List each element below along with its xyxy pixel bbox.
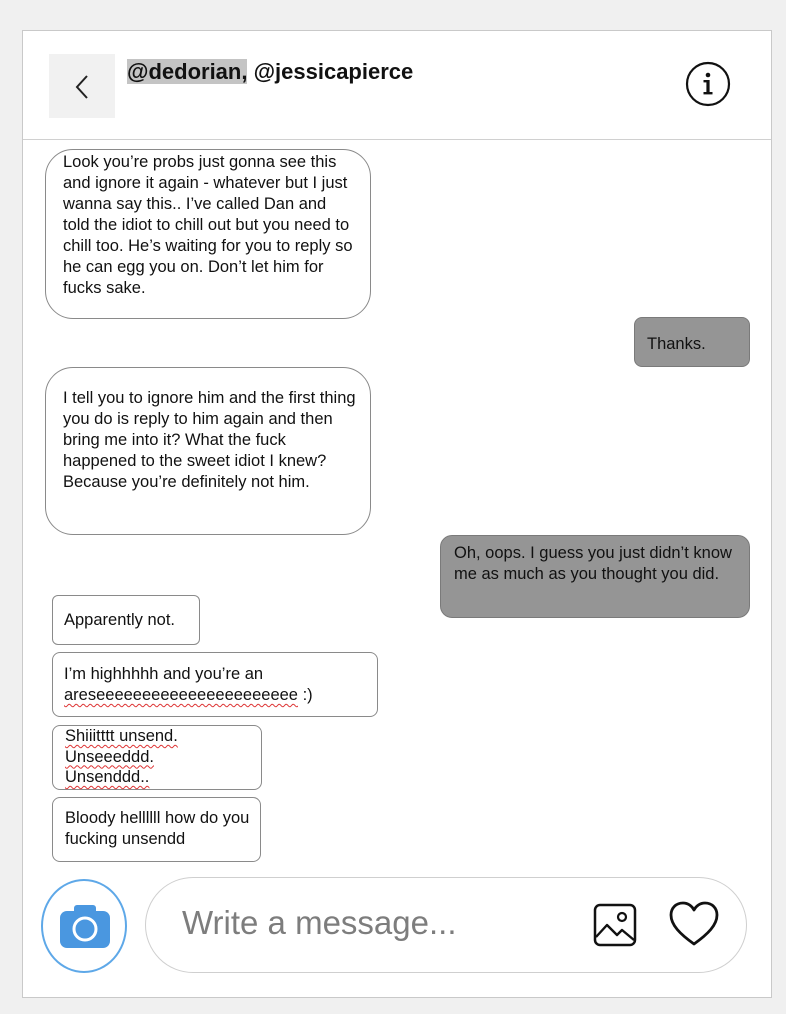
- message-text: Thanks.: [647, 335, 706, 353]
- message-text: I tell you to ignore him and the first thing you do is reply to him again and then bring me into it? What the fuck happened to the sweet idiot I knew? Because you’re definitely not him.: [63, 389, 356, 491]
- heart-icon: [668, 900, 720, 950]
- back-chevron-icon: [49, 54, 115, 118]
- dm-window: [22, 30, 772, 998]
- message-text: :): [297, 686, 313, 704]
- message-bubble-outgoing[interactable]: [634, 317, 750, 367]
- message-text-misspelled: areseeeeeeeeeeeeeeeeeeeeee: [64, 686, 298, 704]
- gallery-button[interactable]: [592, 902, 638, 948]
- message-text: Bloody hellllll how do you fucking unsendd: [65, 809, 250, 848]
- message-bubble-incoming[interactable]: [52, 725, 262, 790]
- message-bubble-incoming[interactable]: [52, 595, 200, 645]
- message-bubble-incoming[interactable]: [45, 367, 371, 535]
- message-bubble-incoming[interactable]: [45, 149, 371, 319]
- conversation-header: [23, 31, 771, 140]
- heart-button[interactable]: [668, 900, 720, 950]
- participant-dedorian[interactable]: @dedorian,: [127, 59, 248, 84]
- back-button[interactable]: [49, 54, 115, 118]
- message-bubble-outgoing[interactable]: [440, 535, 750, 618]
- message-text-misspelled: Shiiitttt unsend.: [65, 727, 178, 745]
- message-input-placeholder[interactable]: Write a message...: [182, 904, 457, 941]
- camera-button[interactable]: [41, 879, 127, 973]
- info-button[interactable]: [685, 61, 731, 107]
- info-icon: [685, 61, 731, 107]
- message-bubble-incoming[interactable]: [52, 652, 378, 717]
- message-text-misspelled: Unseeeddd.: [65, 747, 154, 766]
- message-text-misspelled: Unsenddd..: [65, 768, 150, 786]
- message-text: I’m highhhhh and you’re an: [64, 665, 264, 683]
- message-text: Apparently not.: [64, 611, 175, 629]
- gallery-icon: [592, 902, 638, 948]
- participant-jessicapierce[interactable]: @jessicapierce: [247, 59, 414, 84]
- message-text: Look you’re probs just gonna see this and ignore it again - whatever but I just wanna say this.. I’ve called Dan and told the idiot to chill out but you need to chill too. He’s waiting for you to reply so he can egg you on. Don’t let him for fucks sake.: [63, 153, 353, 297]
- camera-icon: [43, 881, 125, 971]
- message-text: Oh, oops. I guess you just didn’t know me as much as you thought you did.: [454, 544, 732, 583]
- message-composer[interactable]: [145, 877, 747, 973]
- conversation-title[interactable]: [127, 59, 413, 85]
- message-bubble-incoming[interactable]: [52, 797, 261, 862]
